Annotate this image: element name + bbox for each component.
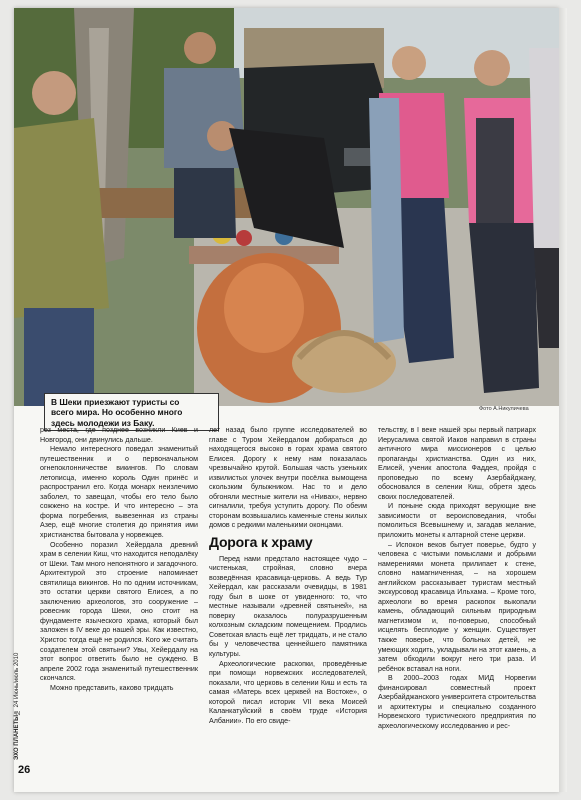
- paragraph: рез места, где позднее возникли Киев и Новгород, они двинулись дальше.: [40, 426, 198, 444]
- article-column-1: [40, 426, 198, 764]
- caption-line: В Шеки приезжают туристы со: [51, 397, 180, 407]
- photo-credit: Фото А.Никуличева: [479, 406, 529, 412]
- paragraph: – Испокон веков бытует поверье, будто у человека с чистыми помыслами и добрыми намерениями монета прилипает к стене, словно намагниченная, – на хорошем английском рассказывает туристам местный экскурсовод красавица Ильхама. – Кроме того, археологи во время раскопок выкопали камень, обладающий сильным природным магнетизмом и, по-поверью, способный исцелять бесплодие у женщин. Существует также поверье, что больных детей, не умеющих ходить, укладывали на этот камень, а затем обходили вокруг него три раза. И ребёнок вставал на ноги.: [378, 540, 536, 673]
- article-body: [40, 426, 536, 764]
- paragraph: Немало интересного поведал знаменитый путешественник и о первоначальном огнепоклонничестве викингов. По словам летописца, именно король Один принёс и распространил его. Когда монарх неизлечимо заболел, то завещал, чтобы его тело было сожжено на костре. И что интересно – эта форма погребения, вывезенная из страны Азер, ещё многие столетия до принятия ими христианства бытовала у норвежцев.: [40, 445, 198, 540]
- page-edge: [559, 8, 567, 792]
- paragraph: тельству, в I веке нашей эры первый патриарх Иерусалима святой Иаков направил в страны античного мира миссионеров с целью пропаганды христианства. Один из них, Елисей, ученик апостола Фаддея, пройдя с проповедью по всему Азербайджану, обосновался в селении Киш, обретя здесь своих последователей.: [378, 426, 536, 501]
- paragraph: Особенно поразил Хейердала древний храм в селении Киш, что находится неподалёку от Шеки. Там много непонятного и загадочного. Архитектурой это строение напоминает святилища викингов. Но по одним источникам, это остатки церкви святого Елисея, а по заключению археологов, это сооружение – ровесник города Шеки, оно стоит на фундаменте языческого храма, который был заложен в IV веке до нашей эры. Как известно, Христос тогда ещё не родился. Кого же считать создателем этой святыни? Увы, Хейердалу на этот вопрос ответить было не суждено. В апреле 2002 года знаменитый путешественник скончался.: [40, 540, 198, 683]
- caption-line: здесь молодежи из Баку.: [51, 417, 155, 428]
- article-column-3: [378, 426, 536, 764]
- paragraph: В 2000–2003 годах МИД Норвегии финансировал совместный проект Азербайджанского университета строительства и архитектуры и специально созданного Норвежского туристического предприятия по археологическому исследованию и рес-: [378, 674, 536, 730]
- page-number: 26: [18, 764, 31, 776]
- issue-info: № 24 Июнь/июль 2010: [14, 652, 20, 715]
- magazine-sidebar-label: [14, 640, 34, 760]
- caption-line: всего мира. Но особенно много: [51, 407, 183, 418]
- paragraph: И поныне сюда приходят верующие вне зависимости от вероисповедания, чтобы помолиться Всевышнему и, загадав желание, приложить монеты к алтарной стене церкви.: [378, 502, 536, 540]
- section-heading: Дорога к храму: [209, 534, 313, 551]
- paragraph: Археологические раскопки, проведённые при помощи норвежских исследователей, показали, что церковь в селении Киш и есть та самая «Матерь всех церквей на Востоке», о которой писал историк VII века Моисей Каланкатуйский в своём труде «История Албании». По его свиде-: [209, 659, 367, 725]
- paragraph: Можно представить, каково тридцать: [50, 683, 174, 692]
- street-market-photo: [14, 8, 559, 406]
- paragraph: Перед нами предстало настоящее чудо – чистенькая, стройная, словно вчера возведённая красавица-церковь. А ведь Тур Хейердал, как рассказали очевидцы, в 1981 году был в шоке от увиденного: то, что местные называли «древней святыней», на поверку оказалось полуразрушенным колхозным складским помещением. Продлись Советская власть ещё лет тридцать, и не стало бы у человечества ценнейшего памятника культуры.: [209, 554, 367, 659]
- magazine-name: ЭХО ПЛАНЕТЫ: [14, 714, 20, 760]
- photo-illustration: [14, 8, 559, 406]
- paragraph: лет назад было группе исследователей во главе с Туром Хейердалом добираться до находящегося высоко в горах храма святого Елисея. Дорогу к нему нам показалась чрезвычайно крутой. Большая часть узеньких извилистых улочек внутри посёлка вымощена скользким булыжником. Нас то и дело обгоняли местные жители на «Нивах», нервно сигналили, требуя уступить дорогу. По обеим сторонам возвышались каменные стены жилых домов с редкими маленькими оконцами.: [209, 426, 367, 530]
- article-column-2: [209, 426, 367, 764]
